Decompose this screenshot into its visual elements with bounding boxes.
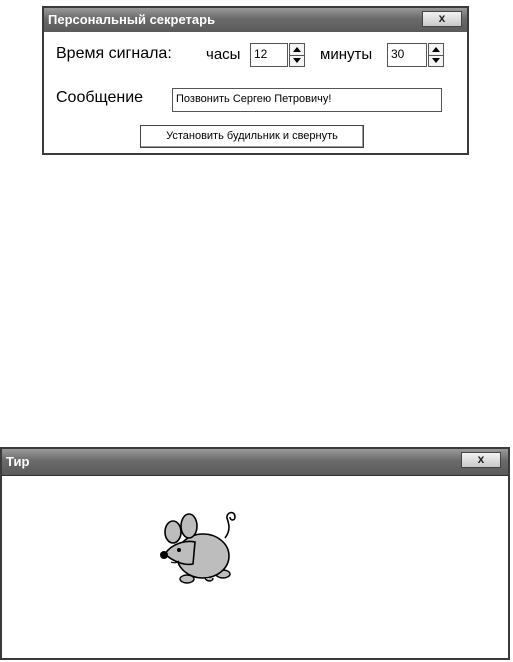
set-alarm-button[interactable]: Установить будильник и свернуть [140,125,364,148]
minutes-down-button[interactable] [429,55,443,66]
arrow-down-icon [293,58,301,63]
tir-client-area [2,475,508,658]
mouse-target-icon[interactable] [157,508,257,598]
close-button[interactable] [461,452,501,468]
arrow-up-icon [293,47,301,52]
hours-spinner[interactable] [289,43,305,67]
tir-title-bar[interactable] [2,449,508,475]
secretary-window [42,6,469,155]
secretary-client-area [44,32,467,153]
hours-input[interactable]: 12 [250,43,288,67]
hours-label: часы [206,46,241,63]
close-button[interactable] [422,11,462,27]
arrow-up-icon [432,47,440,52]
hours-down-button[interactable] [290,55,304,66]
signal-time-label: Время сигнала: [56,45,172,62]
minutes-label: минуты [320,46,373,63]
tir-window [0,447,510,660]
close-icon: x [438,11,446,25]
message-label: Сообщение [56,89,144,106]
minutes-spinner[interactable] [428,43,444,67]
secretary-title: Персональный секретарь [48,12,216,27]
secretary-title-bar[interactable] [44,8,467,32]
arrow-down-icon [432,58,440,63]
tir-title: Тир [6,454,30,469]
minutes-input[interactable]: 30 [387,43,427,67]
close-icon: x [477,452,485,466]
message-input[interactable]: Позвонить Сергею Петровичу! [172,88,442,112]
